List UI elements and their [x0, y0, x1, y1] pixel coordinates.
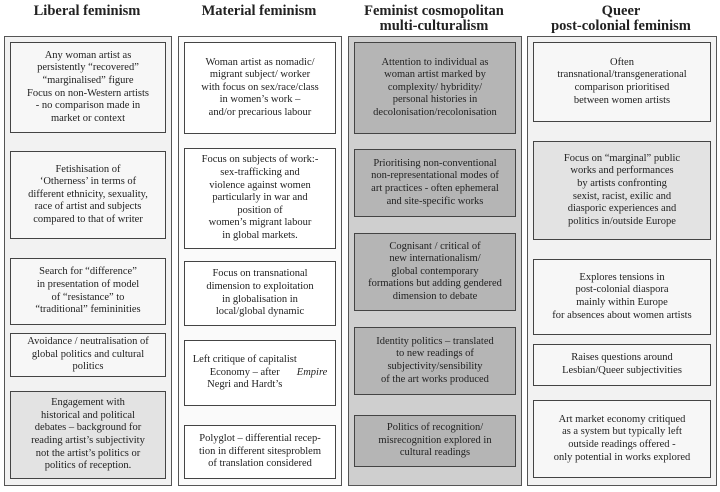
book-title-empire: Empire	[296, 366, 328, 378]
column-heading-material-feminism: Material feminism	[201, 3, 317, 19]
box-liberal-2: Fetishisation of ‘Otherness’ in terms of different ethnicity, sexuality, race of artist and subjects compared to that of writer	[10, 151, 166, 239]
box-queer-2: Focus on “marginal” public works and performances by artists confronting sexist, racist, exilic and diasporic experiences and politics in/outside Europe	[533, 141, 711, 240]
box-queer-4: Raises questions around Lesbian/Queer subjectivities	[533, 344, 711, 386]
box-material-3: Focus on transnational dimension to exploitation in globalisation in local/global dynamic	[184, 261, 336, 326]
column-heading-feminist-cosmopolitan: Feminist cosmopolitan multi-culturalism	[364, 3, 504, 34]
box-material-1: Woman artist as nomadic/ migrant subject/ worker with focus on sex/race/class in women’s work – and/or precarious labour	[184, 42, 336, 134]
box-queer-1: Often transnational/transgenerational comparison prioritised between women artists	[533, 42, 711, 122]
box-material-5: Polyglot – differential recep- tion in different sitesproblem of translation considered	[184, 425, 336, 479]
box-material-2: Focus on subjects of work:- sex-trafficking and violence against women particularly in war and position of women’s migrant labour in global markets.	[184, 148, 336, 249]
box-liberal-3: Search for “difference” in presentation of model of “resistance” to “traditional” femininities	[10, 258, 166, 325]
box-cosmopolitan-3: Cognisant / critical of new internationalism/ global contemporary formations but adding gendered dimension to debate	[354, 233, 516, 311]
column-material-feminism	[178, 36, 342, 486]
box-cosmopolitan-4: Identity politics – translated to new readings of subjectivity/sensibility of the art works produced	[354, 327, 516, 395]
column-heading-queer-postcolonial: Queer post-colonial feminism	[551, 3, 691, 34]
box-liberal-4: Avoidance / neutralisation of global politics and cultural politics	[10, 333, 166, 377]
column-queer-postcolonial	[527, 36, 717, 486]
box-cosmopolitan-1: Attention to individual as woman artist marked by complexity/ hybridity/ personal histories in decolonisation/recolonisation	[354, 42, 516, 134]
box-material-4: Left critique of capitalist Economy – after Negri and Hardt’s Empire	[184, 340, 336, 406]
column-heading-liberal-feminism: Liberal feminism	[33, 3, 141, 19]
box-cosmopolitan-5: Politics of recognition/ misrecognition explored in cultural readings	[354, 415, 516, 467]
box-queer-3: Explores tensions in post-colonial diaspora mainly within Europe for absences about women artists	[533, 259, 711, 335]
column-feminist-cosmopolitan	[348, 36, 522, 486]
box-liberal-5: Engagement with historical and political debates – background for reading artist’s subjectivity not the artist’s politics or politics of reception.	[10, 391, 166, 479]
box-liberal-1: Any woman artist as persistently “recovered” “marginalised” figure Focus on non-Western artists - no comparison made in market or context	[10, 42, 166, 133]
column-liberal-feminism	[4, 36, 172, 486]
box-cosmopolitan-2: Prioritising non-conventional non-representational modes of art practices - often ephemeral and site-specific works	[354, 149, 516, 217]
box-queer-5: Art market economy critiqued as a system but typically left outside readings offered - only potential in works explored	[533, 400, 711, 478]
